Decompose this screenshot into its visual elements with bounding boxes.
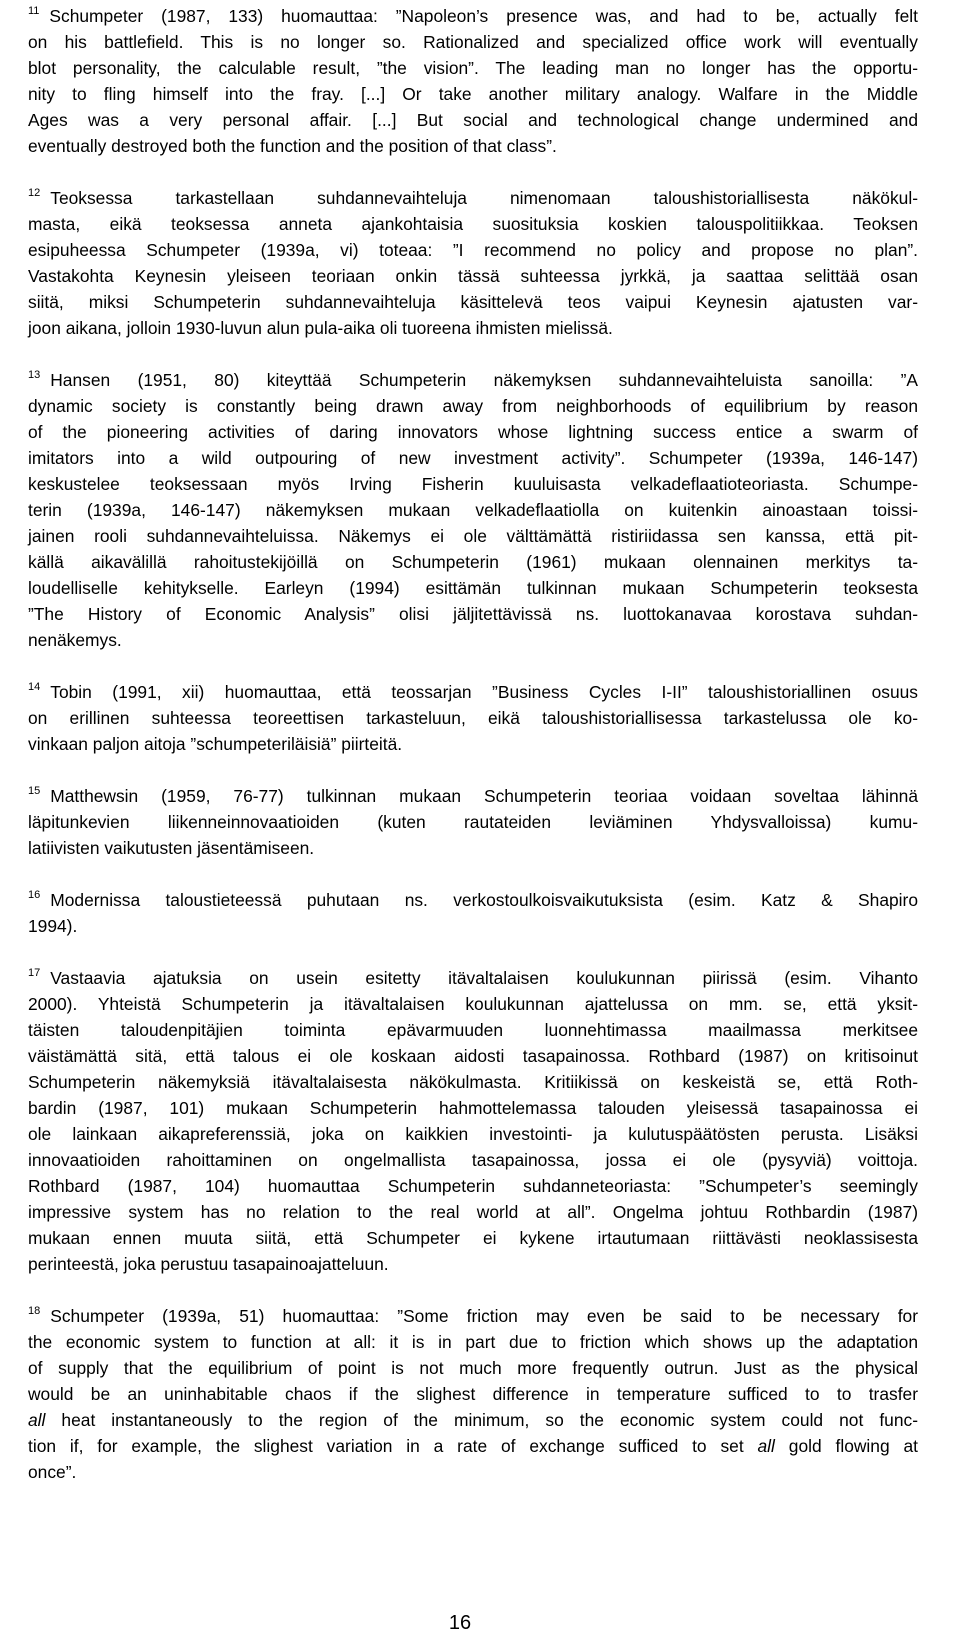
footnote-text: blot personality, the calculable result, ”the vision”. The leading man no longer has the opportu- (28, 58, 918, 78)
footnote-number: 16 (28, 889, 41, 902)
footnote-line (28, 1199, 918, 1225)
footnote-line (28, 627, 918, 653)
footnote-text: Schumpeter (1987, 133) huomauttaa: ”Napoleon’s presence was, and had to be, actually felt (49, 6, 918, 26)
footnote-text: vinkaan paljon aitoja ”schumpeteriläisiä” piirteitä. (28, 734, 403, 754)
footnote-text: bardin (1987, 101) mukaan Schumpeterin hahmottelemassa talouden yleisessä tasapainossa ei (28, 1098, 918, 1118)
footnote-text: ”The History of Economic Analysis” olisi jäljitettävissä ns. luottokanavaa korostava suhdan- (28, 604, 918, 624)
footnote-line (28, 575, 918, 601)
footnote-text: 1994). (28, 916, 78, 936)
footnote-text: Hansen (1951, 80) kiteyttää Schumpeterin näkemyksen suhdannevaihteluista sanoilla: ”A (50, 370, 918, 390)
footnote-line (28, 835, 918, 861)
footnote-text: joon aikana, jolloin 1930-luvun alun pula-aika oli tuoreena ihmisten mielissä. (28, 318, 613, 338)
footnote-text: täisten taloudenpitäjien toiminta epävarmuuden luonnehtimassa maailmassa merkitsee (28, 1020, 918, 1040)
footnote-text: ole lainkaan aikapreferenssiä, joka on kaikkien investointi- ja kulutuspäätösten perusta. Lisäksi (28, 1124, 918, 1144)
footnote-text: of the pioneering activities of daring innovators whose lightning success entice a swarm of (28, 422, 918, 442)
footnote-text: jainen rooli suhdannevaihteluissa. Näkemys ei ole välttämättä ristiriidassa sen kanssa, että pit- (28, 526, 918, 546)
footnote-line (28, 965, 918, 991)
footnote-text: 2000). Yhteistä Schumpeterin ja itävaltalaisen koulukunnan ajattelussa on mm. se, että yksit- (28, 994, 918, 1014)
footnote (28, 679, 918, 757)
footnote-line (28, 185, 918, 211)
footnote-text: terin (1939a, 146-147) näkemyksen mukaan velkadeflaatiolla on kuitenkin ainoastaan toissi- (28, 500, 918, 520)
footnote-text: all heat instantaneously to the region of the minimum, so the economic system could not func- (28, 1410, 918, 1430)
footnote-text: Tobin (1991, xii) huomauttaa, että teossarjan ”Business Cycles I-II” taloushistoriallinen osuus (50, 682, 918, 702)
footnote-line (28, 1147, 918, 1173)
footnote-line (28, 1069, 918, 1095)
footnote-text: on his battlefield. This is no longer so. Rationalized and specialized office work will eventually (28, 32, 918, 52)
footnote-text: nity to fling himself into the fray. [...] Or take another military analogy. Walfare in the Middle (28, 84, 918, 104)
footnote-line (28, 419, 918, 445)
footnote-line (28, 1329, 918, 1355)
footnote-text: Vastaavia ajatuksia on usein esitetty itävaltalaisen koulukunnan piirissä (esim. Vihanto (50, 968, 918, 988)
footnote-line (28, 1433, 918, 1459)
footnote-text: siitä, miksi Schumpeterin suhdannevaihteluja käsittelevä teos vaipui Keynesin ajatusten var- (28, 292, 918, 312)
footnote-line (28, 1095, 918, 1121)
footnote-text: once”. (28, 1462, 77, 1482)
footnote-number: 12 (28, 187, 41, 200)
footnote-text: Teoksessa tarkastellaan suhdannevaihteluja nimenomaan taloushistoriallisesta näkökul- (50, 188, 918, 208)
footnote-line (28, 1303, 918, 1329)
footnote-text: of supply that the equilibrium of point is not much more frequently outrun. Just as the physical (28, 1358, 918, 1378)
footnote-line (28, 315, 918, 341)
footnote-line (28, 549, 918, 575)
footnote-line (28, 29, 918, 55)
footnote-text: Modernissa taloustieteessä puhutaan ns. verkostoulkoisvaikutuksista (esim. Katz & Shapiro (50, 890, 918, 910)
footnote-line (28, 1043, 918, 1069)
footnote-line (28, 445, 918, 471)
footnote-line (28, 1407, 918, 1433)
footnote-number: 18 (28, 1305, 41, 1318)
footnote-text: väistämättä sitä, että talous ei ole koskaan aidosti tasapainossa. Rothbard (1987) on kritisoinut (28, 1046, 918, 1066)
footnote-text: would be an uninhabitable chaos if the slighest difference in temperature sufficed to to trasfer (28, 1384, 918, 1404)
footnote-line (28, 497, 918, 523)
footnote-line (28, 705, 918, 731)
footnote-line (28, 1251, 918, 1277)
footnote-text: läpitunkevien liikenneinnovaatioiden (kuten rautateiden leviäminen Yhdysvalloissa) kumu- (28, 812, 918, 832)
footnote-line (28, 913, 918, 939)
footnote-line (28, 1017, 918, 1043)
footnote-line (28, 991, 918, 1017)
footnote-line (28, 731, 918, 757)
footnote (28, 3, 918, 159)
footnote (28, 887, 918, 939)
footnote-text: impressive system has no relation to the real world at all”. Ongelma johtuu Rothbardin (1987) (28, 1202, 918, 1222)
footnote-text: mukaan ennen muuta siitä, että Schumpeter ei kykene irtautumaan riittävästi neoklassisesta (28, 1228, 918, 1248)
footnote-line (28, 3, 918, 29)
footnote-line (28, 887, 918, 913)
footnote-text: Ages was a very personal affair. [...] But social and technological change undermined and (28, 110, 918, 130)
footnote-text: Schumpeter (1939a, 51) huomauttaa: ”Some friction may even be said to be necessary for (50, 1306, 918, 1326)
footnote-line (28, 133, 918, 159)
footnote-line (28, 1381, 918, 1407)
footnote-text: masta, eikä teoksessa anneta ajankohtaisia suosituksia koskien talouspolitiikkaa. Teoksen (28, 214, 918, 234)
footnote-line (28, 55, 918, 81)
footnote-text: Schumpeterin näkemyksiä itävaltalaisesta näkökulmasta. Kritiikissä on keskeistä se, että Roth- (28, 1072, 918, 1092)
footnote-text: nenäkemys. (28, 630, 122, 650)
footnote-line (28, 1121, 918, 1147)
footnote-line (28, 81, 918, 107)
footnote-line (28, 237, 918, 263)
footnote-line (28, 289, 918, 315)
footnote-text: eventually destroyed both the function and the position of that class”. (28, 136, 557, 156)
footnote (28, 367, 918, 653)
footnote-line (28, 1355, 918, 1381)
footnote-text: keskustelee teoksessaan myös Irving Fisherin kuuluisasta velkadeflaatioteoriasta. Schumpe- (28, 474, 918, 494)
footnote-line (28, 601, 918, 627)
footnote-line (28, 1225, 918, 1251)
footnote-text: Vastakohta Keynesin yleiseen teoriaan onkin tässä suhteessa jyrkkä, ja saattaa selittää osan (28, 266, 918, 286)
footnote-text: dynamic society is constantly being drawn away from neighborhoods of equilibrium by reason (28, 396, 918, 416)
footnote-line (28, 1173, 918, 1199)
footnote-text: innovaatioiden rahoittaminen on ongelmallista tasapainossa, jossa ei ole (pysyviä) voittoja. (28, 1150, 918, 1170)
footnote-text: loudelliselle kehitykselle. Earleyn (1994) esittämän tulkinnan mukaan Schumpeterin teoksesta (28, 578, 918, 598)
footnote-number: 15 (28, 785, 41, 798)
footnote-line (28, 211, 918, 237)
footnote-text: imitators into a wild outpouring of new investment activity”. Schumpeter (1939a, 146-147) (28, 448, 918, 468)
footnotes-section (28, 3, 918, 1511)
footnote-number: 14 (28, 681, 41, 694)
footnote-text: esipuheessa Schumpeter (1939a, vi) toteaa: ”I recommend no policy and propose no plan”. (28, 240, 918, 260)
footnote-number: 13 (28, 369, 41, 382)
footnote-line (28, 367, 918, 393)
footnote-line (28, 263, 918, 289)
footnote-text: perinteestä, joka perustuu tasapainoajatteluun. (28, 1254, 389, 1274)
footnote-text: latiivisten vaikutusten jäsentämiseen. (28, 838, 315, 858)
footnote-number: 11 (28, 5, 40, 18)
footnote (28, 1303, 918, 1485)
footnote-line (28, 107, 918, 133)
footnote-text: Rothbard (1987, 104) huomauttaa Schumpeterin suhdanneteoriasta: ”Schumpeter’s seemingly (28, 1176, 918, 1196)
footnote-number: 17 (28, 967, 41, 980)
page-number: 16 (448, 1612, 472, 1634)
footnote-text: källä aikavälillä rahoitustekijöillä on Schumpeterin (1961) mukaan olennainen merkitys ta- (28, 552, 918, 572)
footnote-line (28, 1459, 918, 1485)
footnote-text: the economic system to function at all: it is in part due to friction which shows up the adaptation (28, 1332, 918, 1352)
footnote-line (28, 393, 918, 419)
footnote-text: on erillinen suhteessa teoreettisen tarkasteluun, eikä taloushistoriallisessa tarkastelussa ole ko- (28, 708, 918, 728)
footnote-text: Matthewsin (1959, 76-77) tulkinnan mukaan Schumpeterin teoriaa voidaan soveltaa lähinnä (50, 786, 918, 806)
footnote-line (28, 523, 918, 549)
footnote-line (28, 809, 918, 835)
footnote-text: tion if, for example, the slighest variation in a rate of exchange sufficed to set all gold flowing at (28, 1436, 918, 1456)
footnote (28, 965, 918, 1277)
footnote-line (28, 679, 918, 705)
footnote-line (28, 783, 918, 809)
footnote-line (28, 471, 918, 497)
footnote (28, 185, 918, 341)
footnote (28, 783, 918, 861)
